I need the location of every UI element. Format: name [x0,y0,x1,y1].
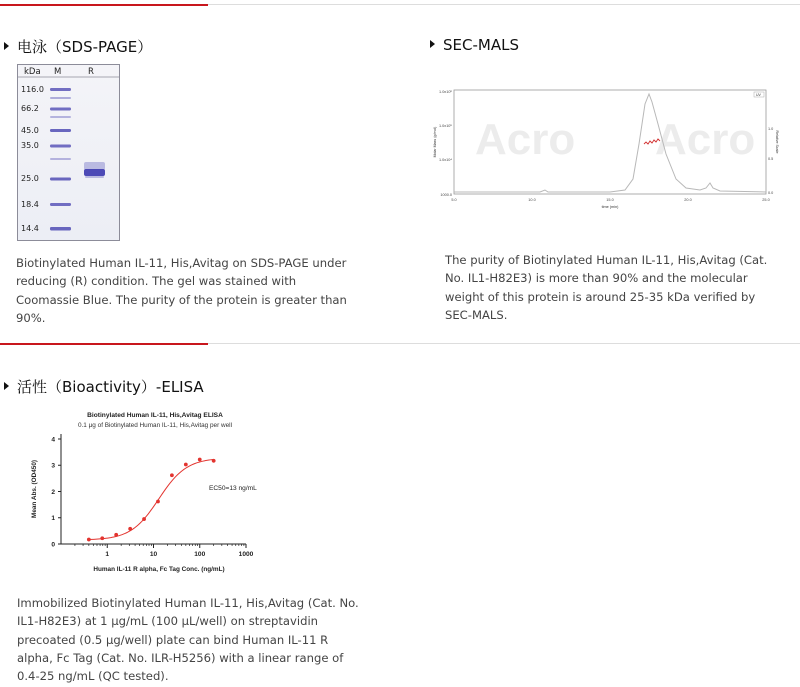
sec-legend: UV [756,93,761,97]
sec-ytick-left: 1.0x10⁶ [439,90,452,94]
gel-marker-band [50,178,71,181]
sec-xtick: 25.0 [762,198,770,202]
elisa-xtick-label: 1000 [238,551,254,558]
elisa-data-point [100,536,104,540]
elisa-data-point [156,500,160,504]
sec-xtick: 10.0 [528,198,536,202]
sec-ytick-right: 0.0 [768,191,774,195]
sds-page-description: Biotinylated Human IL-11, His,Avitag on SDS-PAGE under reducing (R) condition. The gel was stained with Coomassie Blue. The purity of the protein is greater than 90%. [16,256,347,325]
sec-ytick-left: 1.0x10⁴ [438,158,452,162]
gel-marker-label: 66.2 [21,104,39,113]
middle-divider [0,343,800,344]
elisa-ylabel: Mean Abs. (OD450) [31,459,38,519]
gel-sample-band [84,162,105,178]
sec-mals-chart [430,84,780,218]
sec-ytick-right: 1.0 [768,127,774,131]
elisa-data-point [198,458,202,462]
gel-marker-band [50,116,71,118]
sec-xlabel: time (min) [601,205,619,209]
elisa-annotation: EC50=13 ng/mL [209,485,257,492]
watermark-right: Acro [655,115,756,164]
bullet-triangle-icon [4,382,9,390]
gel-marker-band [50,97,71,99]
elisa-ytick-label: 1 [51,515,55,523]
elisa-data-point [128,527,132,531]
sec-xtick: 15.0 [606,198,614,202]
elisa-title: 活性（Bioactivity）-ELISA [4,376,204,397]
elisa-ytick-label: 3 [51,462,55,470]
gel-marker-band [50,227,71,231]
watermark-left: Acro [475,115,576,164]
gel-marker-band [50,145,71,148]
elisa-ytick-label: 2 [51,488,55,496]
elisa-ytick-label: 4 [51,436,55,444]
elisa-data-point [114,533,118,537]
gel-header-kda: kDa [24,67,41,77]
sds-page-title: 电泳（SDS-PAGE） [4,36,152,57]
bullet-triangle-icon [430,40,435,48]
sec-mals-description: The purity of Biotinylated Human IL-11, His,Avitag (Cat. No. IL1-H82E3) is more than 90% and the molecular weight of this protein is around 25-35 kDa verified by SEC-MALS. [445,253,768,322]
gel-marker-label: 18.4 [21,200,39,209]
elisa-description: Immobilized Biotinylated Human IL-11, His,Avitag (Cat. No. IL1-H82E3) at 1 μg/mL (100 μL/well) on streptavidin precoated (0.5 μg/well) plate can bind Human IL-11 R alpha, Fc Tag (Cat. No. ILR-H5256) with a linear range of 0.4-25 ng/mL (QC tested). [17,596,359,684]
top-divider-accent [0,4,208,6]
elisa-data-point [170,473,174,477]
sec-ylabel-right: Relative Scale [775,130,779,154]
elisa-xlabel: Human IL-11 R alpha, Fc Tag Conc. (ng/mL) [93,566,225,573]
gel-marker-band [50,158,71,160]
sec-xtick: 5.0 [451,198,457,202]
gel-marker-label: 25.0 [21,174,39,183]
gel-marker-label: 116.0 [21,85,44,94]
gel-marker-label: 35.0 [21,141,39,150]
sds-page-gel [17,64,121,246]
gel-marker-band [50,129,71,132]
bullet-triangle-icon [4,42,9,50]
elisa-data-point [184,463,188,467]
sec-mals-title: SEC-MALS [430,36,519,54]
gel-marker-band [50,108,71,111]
elisa-xtick-label: 1 [105,551,110,558]
elisa-chart-subtitle: 0.1 μg of Biotinylated Human IL-11, His,Avitag per well [77,422,233,429]
sec-ytick-right: 0.5 [768,157,774,161]
middle-divider-accent [0,343,208,345]
gel-marker-band [50,88,71,91]
gel-header-m: M [54,67,62,77]
top-divider [0,4,800,5]
elisa-data-point [87,538,91,542]
sec-ylabel-left: Molar Mass (g/mol) [433,126,437,158]
gel-marker-label: 45.0 [21,126,39,135]
elisa-data-point [142,517,146,521]
gel-header-r: R [88,67,94,77]
sec-ytick-left: 1000.0 [440,193,452,197]
gel-marker-band [50,203,71,206]
sec-xtick: 20.0 [684,198,692,202]
elisa-ytick-label: 0 [51,541,55,549]
elisa-fit-curve [89,459,214,539]
elisa-chart-title: Biotinylated Human IL-11, His,Avitag ELISA [87,412,223,419]
sec-ytick-left: 1.0x10⁵ [439,124,452,128]
elisa-data-point [212,459,216,463]
elisa-xtick-label: 10 [149,551,158,558]
elisa-chart [24,406,294,585]
gel-marker-label: 14.4 [21,224,39,233]
elisa-xtick-label: 100 [194,551,206,558]
